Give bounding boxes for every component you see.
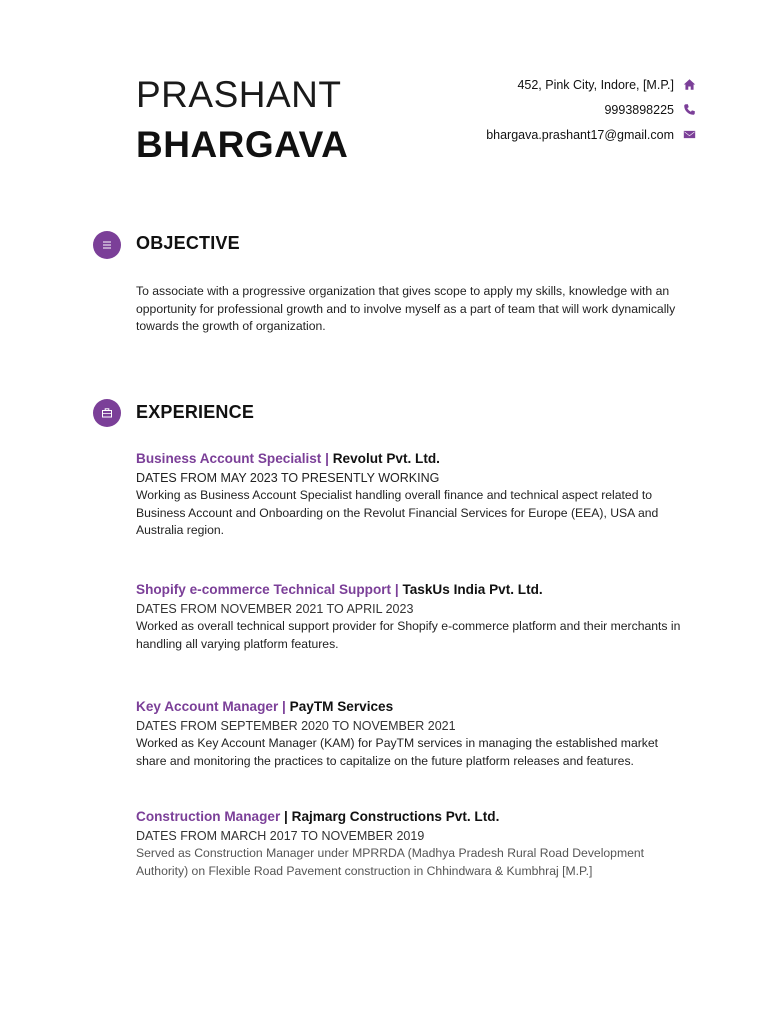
mail-icon bbox=[682, 128, 696, 142]
job-heading bbox=[136, 581, 681, 599]
job-separator: | bbox=[284, 809, 288, 824]
job-separator: | bbox=[325, 451, 329, 466]
job-heading bbox=[136, 450, 681, 468]
job-dates: DATES FROM MARCH 2017 TO NOVEMBER 2019 bbox=[136, 829, 425, 843]
job-heading bbox=[136, 698, 681, 716]
job-description: Worked as Key Account Manager (KAM) for PayTM services in managing the established market share and monitoring the practices to capitalize on the future platform releases and features. bbox=[136, 736, 659, 768]
briefcase-icon bbox=[93, 399, 121, 427]
email-row bbox=[366, 122, 696, 147]
address-text: 452, Pink City, Indore, [M.P.] bbox=[517, 77, 674, 92]
job-company: Revolut Pvt. Ltd. bbox=[332, 451, 440, 466]
job-separator: | bbox=[394, 582, 399, 597]
email-text: bhargava.prashant17@gmail.com bbox=[486, 127, 674, 142]
job-company: PayTM Services bbox=[289, 699, 394, 714]
phone-icon bbox=[682, 103, 696, 117]
job-separator: | bbox=[282, 699, 286, 714]
job-description: Working as Business Account Specialist handling overall finance and technical aspect related to Business Account and Onboarding on the Revolut Financial Services for Europe (EEA), USA and Australia region. bbox=[136, 488, 659, 537]
first-name: PRASHANT bbox=[136, 74, 342, 115]
address-row bbox=[366, 72, 696, 97]
phone-row bbox=[366, 97, 696, 122]
job-entry bbox=[136, 581, 681, 653]
job-company: TaskUs India Pvt. Ltd. bbox=[402, 582, 543, 597]
job-title: Construction Manager bbox=[136, 809, 281, 824]
job-entry bbox=[136, 808, 681, 880]
job-title: Shopify e-commerce Technical Support bbox=[136, 582, 392, 597]
objective-text: To associate with a progressive organization that gives scope to apply my skills, knowledge with an opportunity for professional growth and to involve myself as a part of team that will work dynamically towards the growth of organization. bbox=[136, 284, 676, 333]
home-icon bbox=[682, 78, 696, 92]
objective-icon bbox=[93, 231, 121, 259]
job-heading bbox=[136, 808, 681, 826]
job-title: Key Account Manager bbox=[136, 699, 279, 714]
last-name: BHARGAVA bbox=[136, 124, 349, 165]
job-description: Served as Construction Manager under MPRRDA (Madhya Pradesh Rural Road Development Authority) on Flexible Road Pavement construction in Chhindwara & Kumbhraj [M.P.] bbox=[136, 846, 645, 878]
objective-title: OBJECTIVE bbox=[136, 233, 240, 253]
contact-block bbox=[366, 72, 696, 147]
job-dates: DATES FROM NOVEMBER 2021 TO APRIL 2023 bbox=[136, 602, 414, 616]
job-entry bbox=[136, 698, 681, 770]
job-dates: DATES FROM SEPTEMBER 2020 TO NOVEMBER 2021 bbox=[136, 719, 456, 733]
job-title: Business Account Specialist bbox=[136, 451, 322, 466]
experience-title: EXPERIENCE bbox=[136, 402, 255, 422]
job-description: Worked as overall technical support provider for Shopify e-commerce platform and their merchants in handling all varying platform features. bbox=[136, 619, 681, 651]
job-entry bbox=[136, 450, 681, 540]
job-company: Rajmarg Constructions Pvt. Ltd. bbox=[291, 809, 500, 824]
phone-text: 9993898225 bbox=[604, 102, 674, 117]
job-dates: DATES FROM MAY 2023 TO PRESENTLY WORKING bbox=[136, 471, 440, 485]
